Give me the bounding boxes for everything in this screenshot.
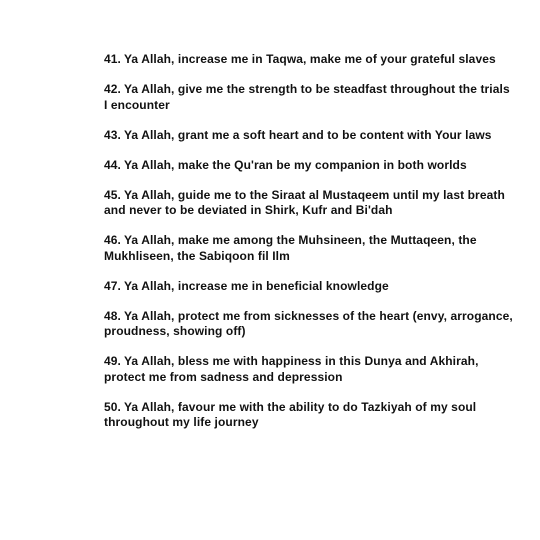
dua-number: 49. (104, 354, 121, 368)
dua-number: 50. (104, 399, 121, 414)
dua-item-47 (104, 279, 514, 295)
dua-text: Ya Allah, bless me with happiness in this Dunya and Akhirah, protect me from sadness and depression (104, 354, 479, 384)
dua-number: 44. (104, 157, 121, 172)
dua-number: 46. (104, 233, 121, 247)
dua-text: Ya Allah, favour me with the ability to do Tazkiyah of my soul throughout my life journey (104, 399, 477, 429)
dua-number: 41. (104, 52, 121, 66)
dua-list (104, 52, 514, 445)
dua-text: Ya Allah, protect me from sicknesses of the heart (envy, arrogance, proudness, showing off) (104, 308, 513, 338)
dua-item-45 (104, 188, 514, 219)
dua-number: 45. (104, 187, 121, 202)
dua-item-44 (104, 158, 514, 174)
dua-text: Ya Allah, guide me to the Siraat al Mustaqeem until my last breath and never to be deviated in Shirk, Kufr and Bi'dah (104, 187, 505, 217)
dua-item-42 (104, 82, 514, 113)
dua-item-48 (104, 309, 514, 340)
dua-text: Ya Allah, make me among the Muhsineen, the Muttaqeen, the Mukhliseen, the Sabiqoon fil Ilm (104, 233, 477, 263)
dua-text: Ya Allah, increase me in beneficial knowledge (123, 278, 389, 293)
dua-text: Ya Allah, give me the strength to be steadfast throughout the trials I encounter (104, 82, 510, 112)
dua-item-46 (104, 233, 514, 264)
dua-item-41 (104, 52, 514, 68)
dua-item-50 (104, 400, 514, 431)
dua-text: Ya Allah, increase me in Taqwa, make me of your grateful slaves (123, 52, 496, 66)
dua-number: 43. (104, 127, 121, 142)
dua-text: Ya Allah, grant me a soft heart and to be content with Your laws (123, 127, 492, 142)
dua-number: 47. (104, 278, 121, 293)
dua-number: 48. (104, 308, 121, 323)
dua-item-43 (104, 128, 514, 144)
dua-text: Ya Allah, make the Qu'ran be my companion in both worlds (123, 157, 467, 172)
dua-item-49 (104, 354, 514, 385)
dua-number: 42. (104, 82, 121, 96)
